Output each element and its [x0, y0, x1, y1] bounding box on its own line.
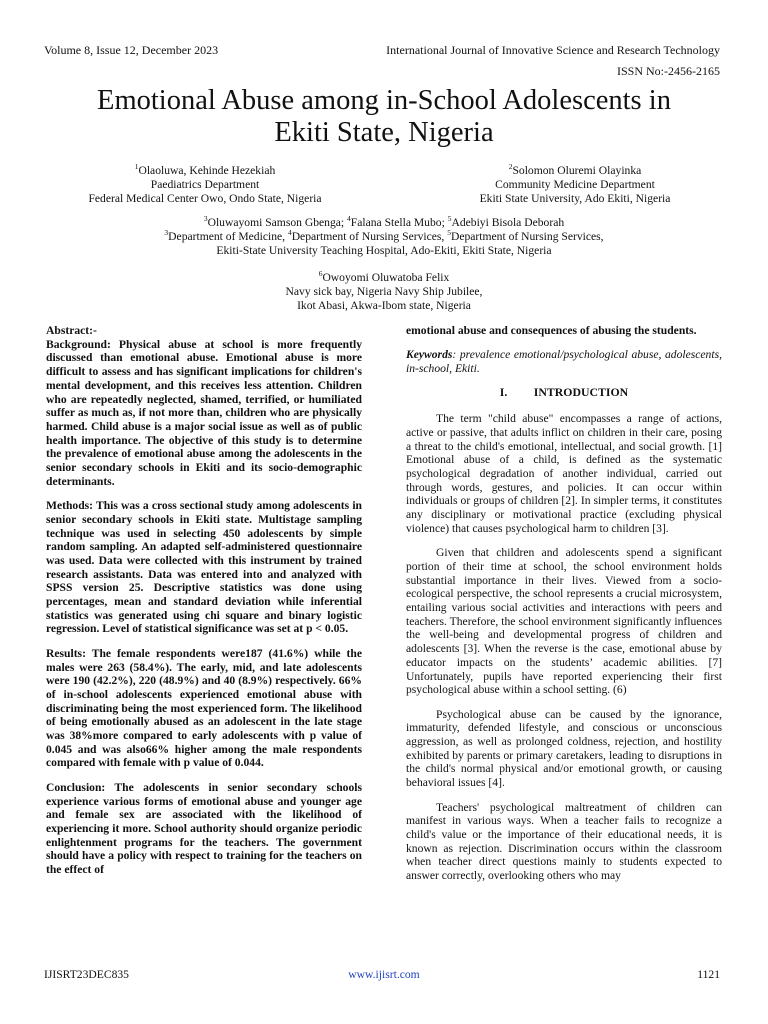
section-heading: [406, 386, 722, 400]
paper-title: [0, 85, 768, 149]
author-depts: $^3$Department of Medicine, $^4$Department of Nursing Services, $^5$Department of Nursing Services,: [164, 228, 604, 243]
section-title: INTRODUCTION: [533, 385, 629, 400]
author-name: Olaoluwa, Kehinde Hezekiah: [138, 164, 276, 177]
author-name: Owoyomi Oluwatoba Felix: [322, 271, 450, 284]
author-block-2: $^2$Solomon Oluremi Olayinka Community Medicine Department Ekiti State University, Ado Ekiti, Nigeria: [440, 164, 710, 206]
abstract-conclusion-continued: emotional abuse and consequences of abusing the students.: [406, 324, 697, 337]
intro-paragraph-4: Teachers' psychological maltreatment of children can manifest in various ways. When a teacher fails to recognize a child's value or the importance of their educational needs, it is known as rejection. Discrimination occurs within the classroom when teacher direct questions mainly to students expected to answer correctly, overlooking others who may: [406, 800, 722, 883]
author-affiliation: Navy sick bay, Nigeria Navy Ship Jubilee,: [285, 285, 483, 298]
abstract-conclusion: Conclusion: The adolescents in senior secondary schools experience various forms of emotional abuse and younger age and female sex are associated with the likelihood of experiencing it more. School authority should organize periodic enlightenment programs for the teachers. The government should have a policy with respect to training for the teachers on the effect of: [46, 780, 362, 877]
author-institution: Ekiti State University, Ado Ekiti, Nigeria: [479, 192, 671, 205]
title-line-1: Emotional Abuse among in-School Adolescents in: [97, 85, 671, 116]
left-column: [46, 324, 362, 887]
author-names: $^3$Oluwayomi Samson Gbenga; $^4$Falana Stella Mubo; $^5$Adebiyi Bisola Deborah: [203, 214, 565, 229]
volume-issue: Volume 8, Issue 12, December 2023: [44, 43, 219, 57]
journal-name: International Journal of Innovative Science and Research Technology: [386, 43, 720, 57]
author-dept: Community Medicine Department: [495, 178, 655, 191]
keywords-label: Keywords: [406, 348, 453, 362]
abstract-results: Results: The female respondents were187 (41.6%) while the males were 263 (58.4%). The early, mid, and late adolescents were 190 (42.2%), 220 (48.9%) and 40 (8.9%) respectively. 66% of in-school adolescents experienced emotional abuse with discriminating being the most experienced form. The likelihood of being emotionally abused as an adolescent in the late stage was 38%more compared to early adolescents with p value of 0.045 and was also66% higher among the male respondents compared with female with p value of 0.044.: [46, 646, 362, 770]
author-block-6: $^6$Owoyomi Oluwatoba Felix Navy sick bay, Nigeria Navy Ship Jubilee, Ikot Abasi, Akwa-Ibom state, Nigeria: [0, 271, 768, 313]
intro-paragraph-2: Given that children and adolescents spend a significant portion of their time at school, the school environment holds substantial importance in their lives. Viewed from a socio-ecological perspective, the school represents a crucial microsystem, entailing various social activities and interactions with peers and teachers. Therefore, the school environment significantly influences the well-being and developmental progress of children and adolescents [3]. When the reverse is the case, emotional abuse by educator impacts on the students’ academic abilities. [7] Unfortunately, pupils have reported experiencing their first psychological abuse within a school setting. (6): [406, 546, 722, 697]
author-institution: Ekiti-State University Teaching Hospital, Ado-Ekiti, Ekiti State, Nigeria: [216, 244, 552, 257]
issn: ISSN No:-2456-2165: [616, 64, 720, 78]
page-number: 1121: [697, 968, 720, 981]
title-line-2: Ekiti State, Nigeria: [274, 117, 494, 148]
section-number: I.: [499, 385, 508, 400]
intro-paragraph-3: Psychological abuse can be caused by the ignorance, immaturity, defended lifestyle, and conscious or unconscious aggression, as well as prolonged coldness, rejection, and hostility exhibited by parents or primary caretakers, leading to disruptions in the child's normal physical and/or emotional growth, or causing behavioral issues [4].: [406, 707, 722, 790]
author-name: Solomon Oluremi Olayinka: [512, 164, 642, 177]
abstract-background: Background: Physical abuse at school is more frequently discussed than emotional abuse. Emotional abuse is more difficult to assess and has significant implications for children's mental development, and this receives less attention. Children who are repeatedly neglected, shamed, terrified, or humiliated suffer as much as, if not more than, children who are physically harmed. Child abuse is a major social issue as well as of public health importance. The objective of this study is to determine the prevalence of emotional abuse among the adolescents in the senior secondary schools in Ekiti and its socio-demographic determinants.: [46, 337, 362, 488]
keywords: [406, 348, 722, 375]
author-block-1: $^1$Olaoluwa, Kehinde Hezekiah Paediatrics Department Federal Medical Center Owo, Ondo State, Nigeria: [70, 164, 340, 206]
abstract-methods: Methods: This was a cross sectional study among adolescents in senior secondary schools in Ekiti state. Multistage sampling technique was used in selecting 450 adolescents by simple random sampling. An adapted self-administered questionnaire was used. Data were collected with this instrument by trained research assistants. Data was entered into and analyzed with SPSS version 25. Descriptive statistics was done using percentages, mean and standard deviation while inferential statistics was generated using chi square and binary logistic regression. Level of statistical significance was set at p < 0.05.: [46, 499, 362, 636]
right-column: [406, 324, 722, 893]
author-address: Ikot Abasi, Akwa-Ibom state, Nigeria: [297, 299, 471, 312]
author-block-3: [0, 216, 768, 258]
intro-paragraph-1: The term "child abuse" encompasses a range of actions, active or passive, that adults inflict on children in their care, posing a threat to the child's emotional, intellectual, and social growth. [1] Emotional abuse of a child, is defined as the systematic psychological degradation of another individual, carried out through words, gestures, and policies. It can occur within individuals or groups of children [2]. In simpler terms, it constitutes any disciplinary or motivational practice (excluding physical violence) that causes psychological harm to children [3].: [406, 412, 722, 535]
keywords-text: : prevalence emotional/psychological abuse, adolescents, in-school, Ekiti.: [406, 348, 722, 376]
journal-website-link[interactable]: www.ijisrt.com: [348, 968, 420, 981]
abstract-heading: Abstract:-: [46, 324, 97, 337]
article-id: IJISRT23DEC835: [44, 968, 129, 981]
author-institution: Federal Medical Center Owo, Ondo State, Nigeria: [88, 192, 322, 205]
author-dept: Paediatrics Department: [150, 178, 260, 191]
